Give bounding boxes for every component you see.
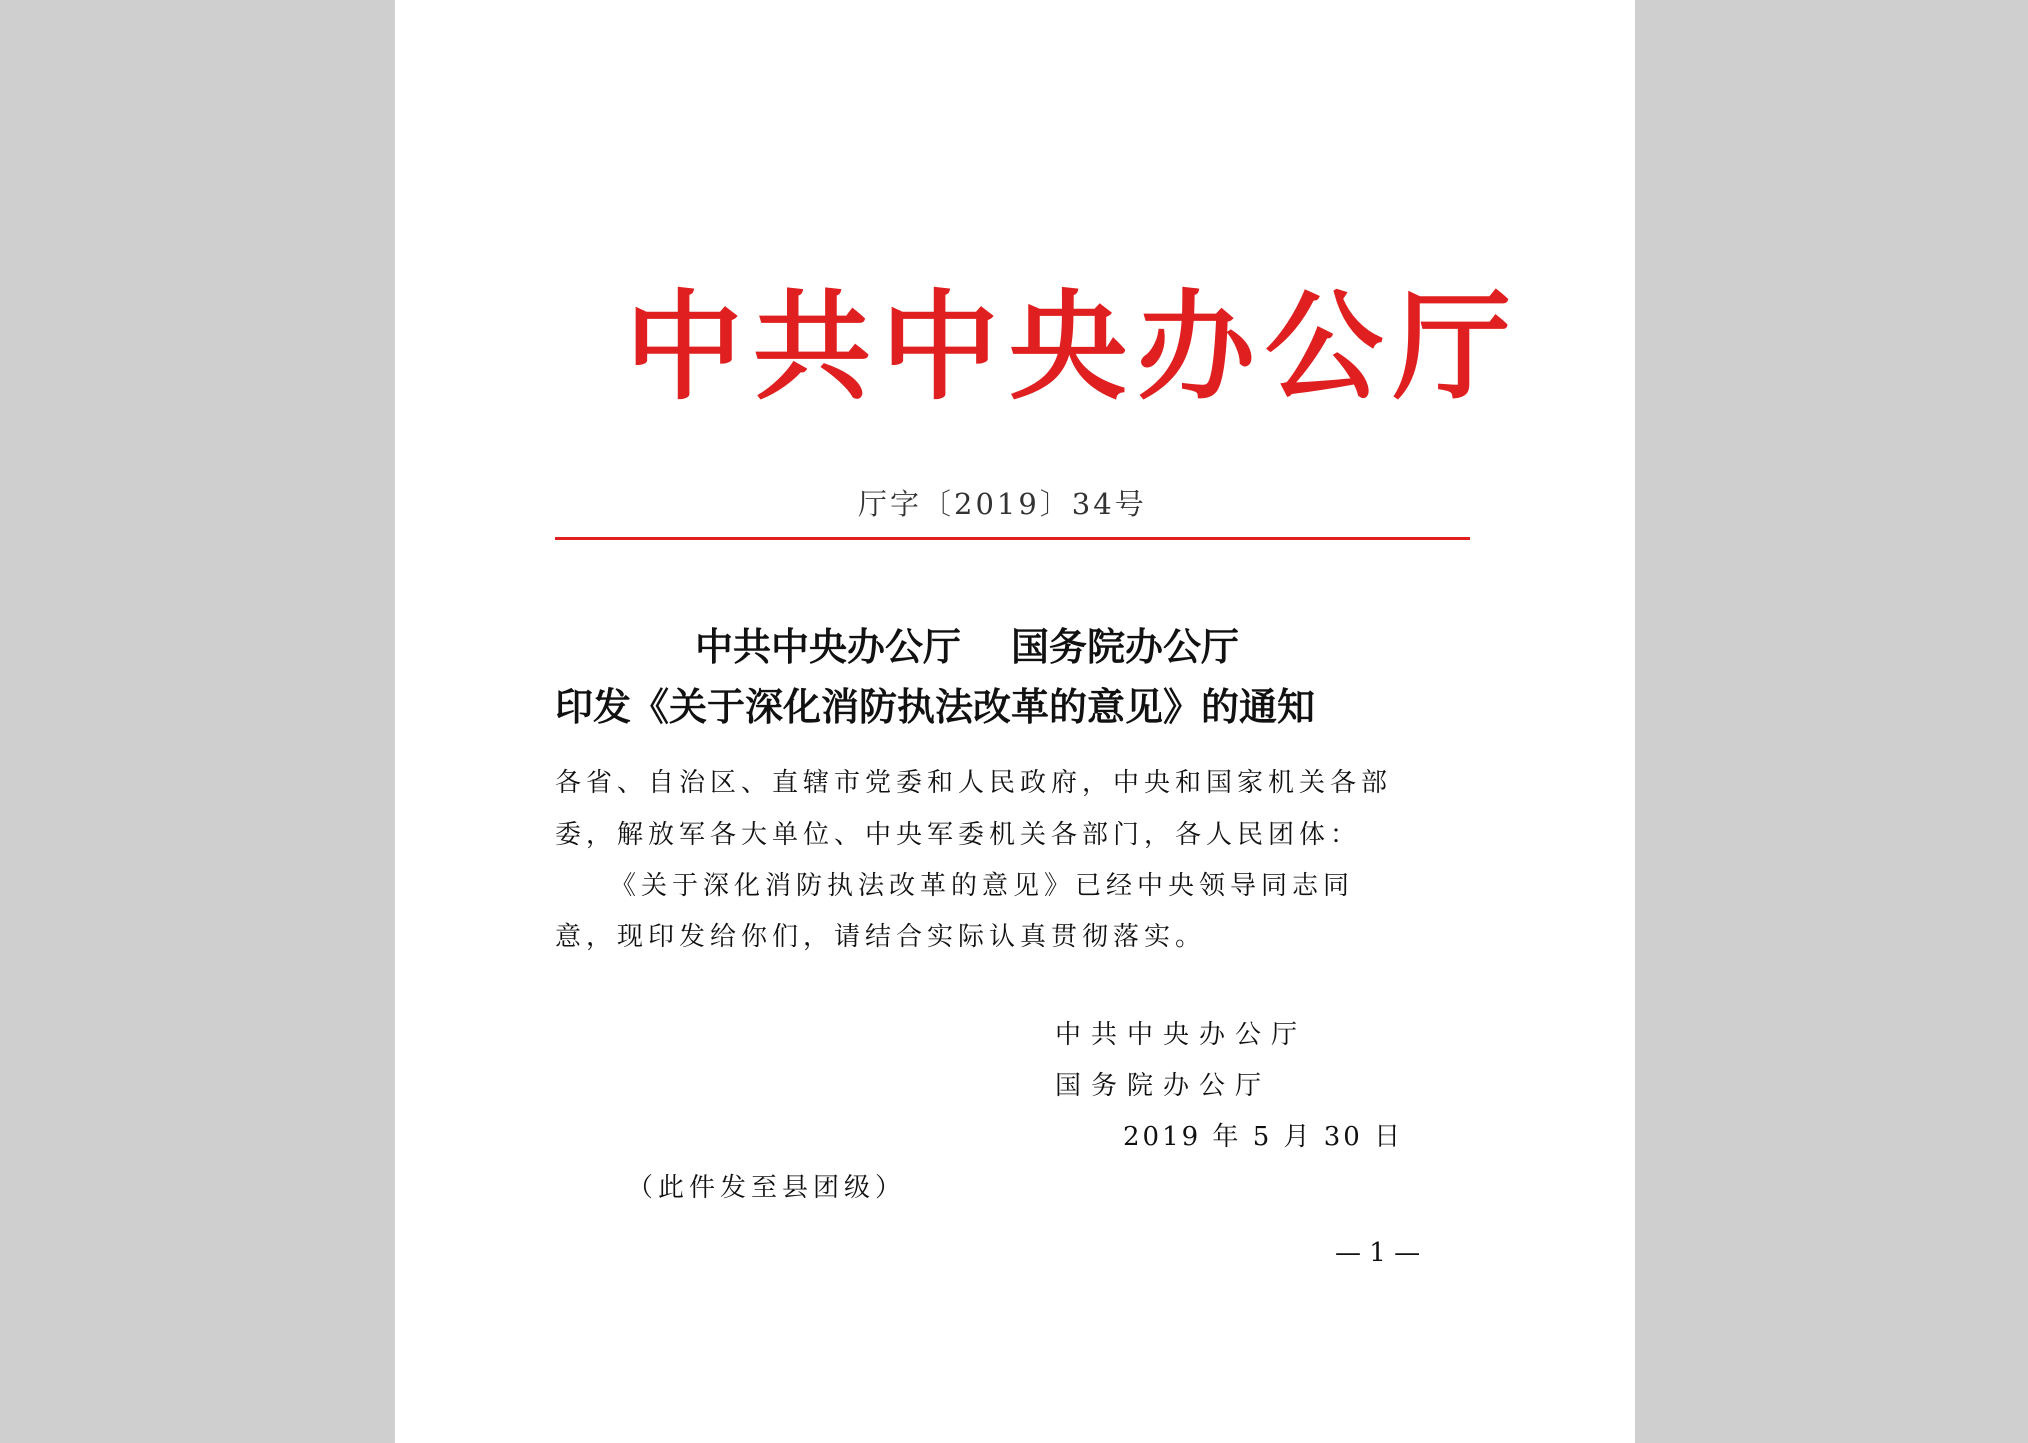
signature-org1: 中共中央办公厅 — [1055, 1020, 1308, 1050]
page-number: — 1 — — [1335, 1238, 1421, 1268]
red-divider — [555, 537, 1470, 540]
addressee-line2: 委，解放军各大单位、中央军委机关各部门，各人民团体： — [555, 820, 1362, 850]
distribution-note: （此件发至县团级） — [627, 1173, 907, 1203]
document-title-line2: 印发《关于深化消防执法改革的意见》的通知 — [555, 684, 1316, 729]
addressee-line1: 各省、自治区、直辖市党委和人民政府，中央和国家机关各部 — [555, 768, 1393, 798]
signature-date: 2019 年 5 月 30 日 — [1123, 1122, 1404, 1152]
document-page — [395, 0, 1635, 1443]
signature-org2: 国务院办公厅 — [1055, 1071, 1272, 1101]
document-number: 厅字〔2019〕34号 — [858, 487, 1147, 521]
document-title-line1 — [695, 624, 1240, 669]
title-org1: 中共中央办公厅 — [695, 624, 962, 669]
body-paragraph-line1: 《关于深化消防执法改革的意见》已经中央领导同志同 — [610, 871, 1355, 901]
title-org2: 国务院办公厅 — [1011, 624, 1240, 669]
issuing-authority-header: 中共中央办公厅 — [625, 277, 1522, 416]
body-paragraph-line2: 意，现印发给你们，请结合实际认真贯彻落实。 — [555, 922, 1207, 952]
